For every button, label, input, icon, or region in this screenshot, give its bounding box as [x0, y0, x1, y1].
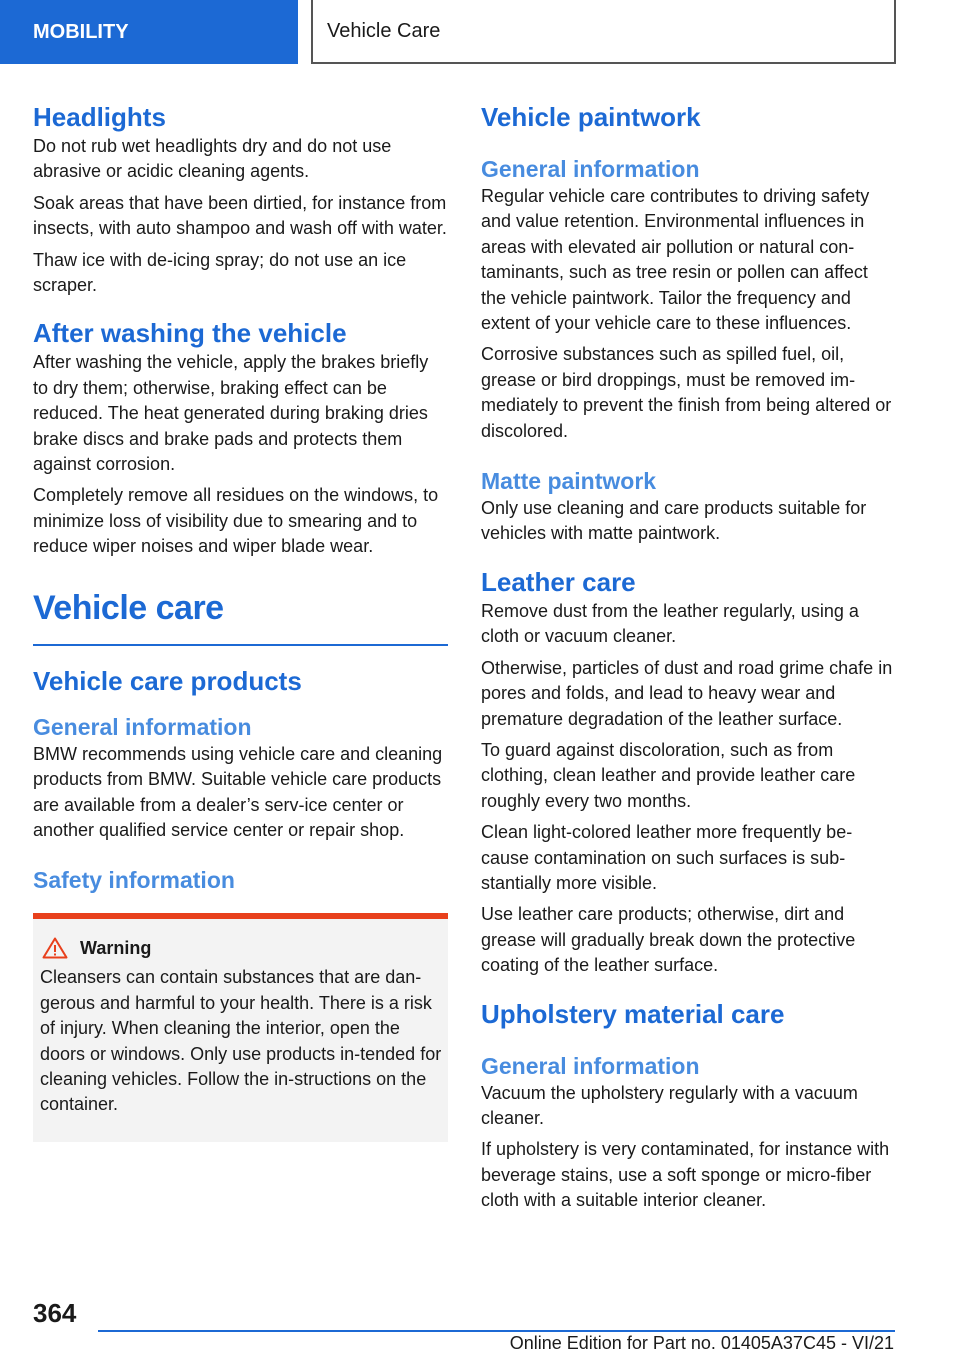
- general-info-heading: General information: [33, 713, 252, 740]
- footer-divider: [98, 1330, 895, 1332]
- leather-care-heading: Leather care: [481, 566, 636, 597]
- upholstery-paragraph-2: If upholstery is very contaminated, for instance with beverage stains, use a soft sponge or micro-fiber cloth with a suitable interior cleaner.: [481, 1139, 890, 1211]
- safety-info-heading: Safety information: [33, 867, 235, 894]
- leather-paragraph-4: Clean light-colored leather more frequently be-cause contamination on such surfaces is sub-stantially more visible.: [481, 822, 853, 893]
- warning-title: [40, 937, 442, 959]
- leather-paragraph-5: Use leather care products; otherwise, dirt and grease will gradually break down the protective coating of the leather surface.: [481, 904, 856, 976]
- general-info-paragraph: BMW recommends using vehicle care and cleaning products from BMW. Suitable vehicle care products are available from a dealer’s serv-ice center or another qualified service center or repair shop.: [33, 743, 443, 840]
- matte-paragraph: Only use cleaning and care products suitable for vehicles with matte paintwork.: [481, 498, 867, 544]
- headlights-heading: Headlights: [33, 102, 166, 132]
- section-header: [311, 0, 896, 64]
- matte-paintwork-heading: Matte paintwork: [481, 468, 657, 495]
- paint-general-info-heading: General information: [481, 156, 700, 182]
- warning-text: Cleansers can contain substances that are dan-gerous and harmful to your health. There is a risk of injury. When cleaning the interior, open the doors or windows. Only use products in-tended for cleaning vehicles. Follow the in-structions on the container.: [40, 967, 442, 1115]
- upholstery-paragraph-1: Vacuum the upholstery regularly with a vacuum cleaner.: [481, 1082, 858, 1128]
- edition-text: Online Edition for Part no. 01405A37C45 - VI/21: [509, 1333, 894, 1353]
- paint-general-paragraph-1: Regular vehicle care contributes to driving safety and value retention. Environmental influences in areas with elevated air pollution or natural con-taminants, such as tree resin or pollen can affect the vehicle paintwork. Tailor the frequency and extent of your vehicle care to these influences.: [481, 186, 870, 334]
- after-washing-paragraph-1: After washing the vehicle, apply the brakes briefly to dry them; otherwise, braking effect can be reduced. The heat generated during braking dries brake discs and brake pads and protects them against corrosion.: [33, 352, 429, 475]
- headlights-paragraph-2: Soak areas that have been dirtied, for instance from insects, with auto shampoo and wash off with water.: [33, 192, 447, 239]
- after-washing-paragraph-2: Completely remove all residues on the windows, to minimize loss of visibility due to smearing and to reduce wiper noises and wiper blade wear.: [33, 485, 439, 557]
- leather-paragraph-1: Remove dust from the leather regularly, using a cloth or vacuum cleaner.: [481, 600, 859, 647]
- care-products-heading: Vehicle care products: [33, 665, 302, 696]
- left-column: [33, 100, 448, 1142]
- section-label: Vehicle Care: [327, 19, 441, 42]
- upholstery-heading: Upholstery material care: [481, 998, 785, 1029]
- warning-box: [33, 913, 448, 1141]
- chapter-label: MOBILITY: [33, 20, 129, 43]
- leather-paragraph-2: Otherwise, particles of dust and road grime chafe in pores and folds, and lead to heavy wear and premature degradation of the leather surface.: [481, 657, 893, 729]
- leather-paragraph-3: To guard against discoloration, such as from clothing, clean leather and provide leather care roughly every two months.: [481, 739, 856, 811]
- vehicle-care-heading: Vehicle care: [33, 588, 224, 627]
- warning-label: Warning: [80, 937, 152, 958]
- page-number: 364: [33, 1298, 77, 1328]
- paint-general-paragraph-2: Corrosive substances such as spilled fuel, oil, grease or bird droppings, must be removed im-mediately to prevent the finish from being altered or discolored.: [481, 344, 892, 441]
- headlights-paragraph-1: Do not rub wet headlights dry and do not use abrasive or acidic cleaning agents.: [33, 136, 392, 182]
- chapter-tab[interactable]: [0, 0, 298, 64]
- headlights-paragraph-3: Thaw ice with de-icing spray; do not use an ice scraper.: [33, 249, 407, 296]
- after-washing-heading: After washing the vehicle: [33, 318, 347, 349]
- right-column: [481, 100, 896, 1214]
- paintwork-heading: Vehicle paintwork: [481, 102, 701, 132]
- warning-triangle-icon: [42, 937, 68, 959]
- upholstery-general-info-heading: General information: [481, 1052, 700, 1079]
